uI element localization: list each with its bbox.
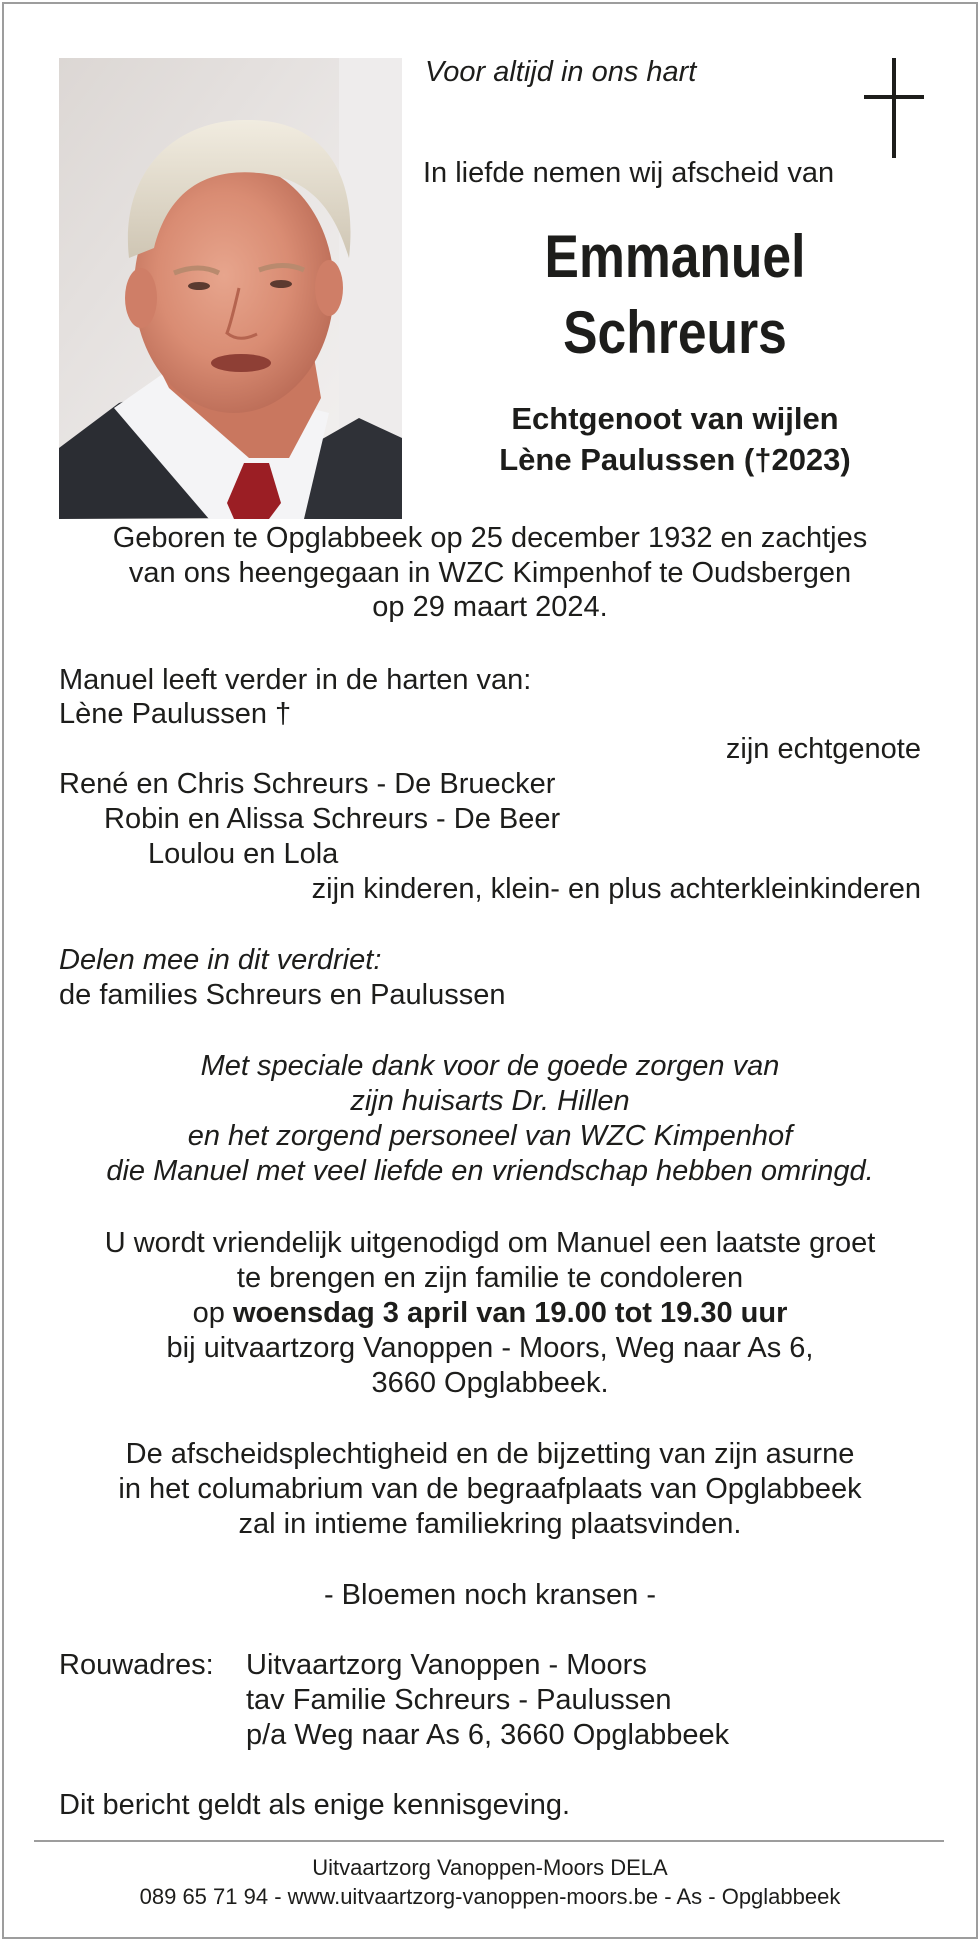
family-lead: Manuel leeft verder in de harten van: — [59, 664, 532, 696]
invite-when-date: woensdag 3 april van 19.00 tot 19.30 uur — [232, 1297, 788, 1329]
thanks-line-1: Met speciale dank voor de goede zorgen van — [200, 1050, 780, 1082]
deceased-first-name: Emmanuel — [544, 223, 806, 290]
birth-line-1: Geboren te Opglabbeek op 25 december 1932 en zachtjes — [112, 522, 868, 554]
share-lead: Delen mee in dit verdriet: — [59, 944, 382, 976]
ceremony-line-3: zal in intieme familiekring plaatsvinden. — [238, 1508, 742, 1540]
spouse-line-2: Lène Paulussen (†2023) — [499, 442, 851, 477]
portrait-photo — [59, 58, 402, 519]
address-line-3: p/a Weg naar As 6, 3660 Opglabbeek — [246, 1719, 730, 1751]
address-line-2: tav Familie Schreurs - Paulussen — [246, 1684, 672, 1716]
ceremony-line-1: De afscheidsplechtigheid en de bijzetting van zijn asurne — [125, 1438, 855, 1470]
invite-line-5: 3660 Opglabbeek. — [371, 1367, 609, 1399]
thanks-line-4: die Manuel met veel liefde en vriendschap hebben omringd. — [106, 1155, 874, 1187]
intro-text: In liefde nemen wij afscheid van — [423, 157, 835, 189]
motto: Voor altijd in ons hart — [425, 56, 697, 88]
family-children-role: zijn kinderen, klein- en plus achterkleinkinderen — [311, 873, 921, 905]
spouse-line-1: Echtgenoot van wijlen — [511, 401, 839, 436]
footer-divider — [34, 1840, 944, 1842]
family-great-grandchildren: Loulou en Lola — [148, 838, 339, 870]
invite-line-4: bij uitvaartzorg Vanoppen - Moors, Weg naar As 6, — [166, 1332, 814, 1364]
family-spouse-role: zijn echtgenote — [725, 733, 921, 765]
birth-line-2: van ons heengegaan in WZC Kimpenhof te Oudsbergen — [128, 557, 852, 589]
notice-text: Dit bericht geldt als enige kennisgeving. — [59, 1789, 571, 1821]
footer-contact: 089 65 71 94 - www.uitvaartzorg-vanoppen-moors.be - As - Opglabbeek — [139, 1884, 841, 1909]
family-grandchild: Robin en Alissa Schreurs - De Beer — [104, 803, 561, 835]
cross-icon — [864, 58, 924, 158]
address-label: Rouwadres: — [59, 1649, 214, 1681]
invite-line-1: U wordt vriendelijk uitgenodigd om Manuel een laatste groet — [104, 1227, 876, 1259]
flowers-note: - Bloemen noch kransen - — [323, 1579, 657, 1611]
address-line-1: Uitvaartzorg Vanoppen - Moors — [246, 1649, 647, 1681]
thanks-line-2: zijn huisarts Dr. Hillen — [350, 1085, 630, 1117]
family-child: René en Chris Schreurs - De Bruecker — [59, 768, 556, 800]
invite-line-2: te brengen en zijn familie te condoleren — [236, 1262, 744, 1294]
birth-line-3: op 29 maart 2024. — [372, 591, 608, 623]
family-spouse: Lène Paulussen † — [59, 698, 292, 730]
footer-company: Uitvaartzorg Vanoppen-Moors DELA — [312, 1855, 668, 1880]
deceased-last-name: Schreurs — [563, 299, 787, 366]
thanks-line-3: en het zorgend personeel van WZC Kimpenhof — [187, 1120, 793, 1152]
invite-when — [0, 1296, 980, 1331]
invite-when-prefix: op — [192, 1297, 233, 1329]
share-families: de families Schreurs en Paulussen — [59, 979, 506, 1011]
ceremony-line-2: in het columabrium van de begraafplaats van Opglabbeek — [118, 1473, 862, 1505]
